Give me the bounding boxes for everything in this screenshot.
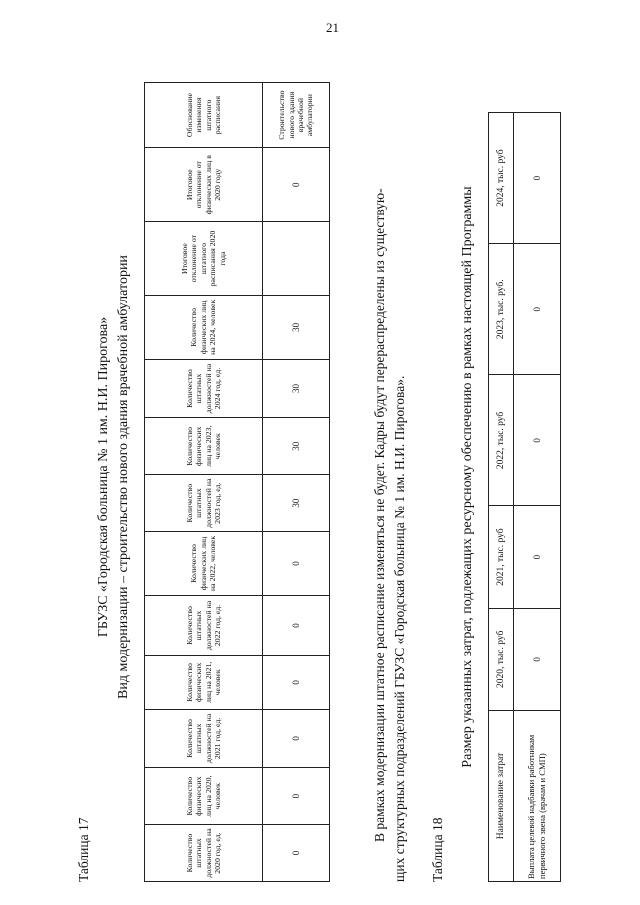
table17-cell: 0 <box>263 709 330 768</box>
table18-cell: 0 <box>514 375 561 506</box>
table17-cell: 30 <box>263 475 330 532</box>
table18-heading: Размер указанных затрат, подлежащих ресурсному обеспечению в рамках настоящей Программы <box>460 186 475 768</box>
table18-header-cell: 2023, тыс. руб. <box>489 244 514 375</box>
table17-header-cell: Обоснование изменения штатного расписания <box>145 83 263 148</box>
table17 <box>144 82 330 882</box>
table17-label: Таблица 17 <box>76 817 91 882</box>
table18-header-cell: 2024, тыс. руб <box>489 113 514 244</box>
table17-row <box>263 83 330 882</box>
table17-header-cell: Количество физических лиц на 2024, человек <box>145 295 263 359</box>
table17-header-cell: Количество штатных должностей на 2024 год, ед. <box>145 359 263 418</box>
paragraph-line-1: В рамках модернизации штатное расписание изменяться не будет. Кадры будут перераспределены из существую- <box>372 188 387 842</box>
table17-cell: 0 <box>263 768 330 825</box>
table17-header-cell: Количество физических лиц на 2022, человек <box>145 532 263 596</box>
table17-header-cell: Количество физических лиц на 2023, человек <box>145 418 263 475</box>
table17-cell: 0 <box>263 532 330 596</box>
table17-header-cell: Количество штатных должностей на 2022 год, ед. <box>145 595 263 655</box>
table18-cell: 0 <box>514 113 561 244</box>
table17-cell: 0 <box>263 595 330 655</box>
table17-heading-2: Вид модернизации – строительство нового здания врачебной амбулатории <box>116 255 131 699</box>
table18-header-cell: 2020, тыс. руб <box>489 608 514 710</box>
table17-cell <box>263 222 330 296</box>
table17-header-cell: Количество штатных должностей на 2020 год, ед. <box>145 825 263 882</box>
table17-cell: 0 <box>263 148 330 222</box>
table17-cell: Строительство нового здания врачебной амбулатории <box>263 83 330 148</box>
table17-header-cell: Количество физических лиц на 2020, человек <box>145 768 263 825</box>
table17-header-cell: Итоговое отклонение от штатного расписания 2020 года <box>145 222 263 296</box>
table18-header-cell: 2021, тыс. руб <box>489 506 514 608</box>
page-number: 21 <box>326 20 339 35</box>
table18-row <box>514 113 561 882</box>
table17-cell: 30 <box>263 295 330 359</box>
table18-header-row <box>489 113 514 882</box>
table18-cell: 0 <box>514 608 561 710</box>
table17-cell: 0 <box>263 825 330 882</box>
table18-cell: 0 <box>514 244 561 375</box>
table18-cell: Выплата целевой надбавки работникам первичного звена (врачам и СМП) <box>514 710 561 881</box>
table18-cell: 0 <box>514 506 561 608</box>
table17-header-row <box>145 83 263 882</box>
table18 <box>488 112 561 882</box>
table17-header-cell: Количество штатных должностей на 2023 год, ед. <box>145 475 263 532</box>
table17-cell: 0 <box>263 656 330 709</box>
paragraph-line-2: щих структурных подразделений ГБУЗС «Городская больница № 1 им. Н.И. Пирогова». <box>392 375 407 882</box>
table17-heading-1: ГБУЗС «Городская больница № 1 им. Н.И. Пирогова» <box>96 316 111 638</box>
landscape-content <box>70 72 640 882</box>
table17-cell: 30 <box>263 359 330 418</box>
table17-header-cell: Количество штатных должностей на 2021 год, ед. <box>145 709 263 768</box>
table18-header-cell: Наименование затрат <box>489 710 514 881</box>
table17-cell: 30 <box>263 418 330 475</box>
table17-header-cell: Итоговое отклонение от физических лиц в 2020 году <box>145 148 263 222</box>
table18-label: Таблица 18 <box>430 817 445 882</box>
table18-header-cell: 2022, тыс. руб <box>489 375 514 506</box>
table17-header-cell: Количество физических лиц на 2021, человек <box>145 656 263 709</box>
